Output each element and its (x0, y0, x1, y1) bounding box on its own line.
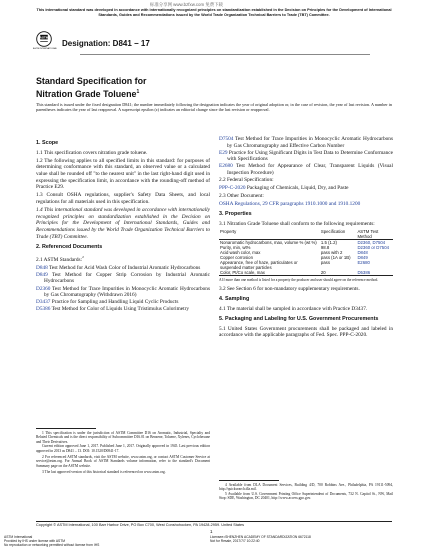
ref-title: Test Method for Trace Impurities in Monocyclic Aromatic Hydrocarbons by Gas Chromatography and Effective Carbon Number (227, 136, 393, 149)
ref-title: Test Method for Copper Strip Corrosion by Industrial Aromatic Hydrocarbons (44, 271, 210, 285)
ref-item (219, 185, 393, 192)
top-notice: This international standard was developed in accordance with internationally recognized principles on standardization established in the Decision on Principles for the Development of International Standards, Guides and Recommendations issued by the World Trade Organization Technical Barriers to Trade (TBT) Committee. (36, 8, 392, 17)
cell-method[interactable]: D2360, D7504 (357, 240, 386, 246)
properties-table (219, 229, 393, 276)
cell-property: Color, Pt/Co scale, max (219, 270, 320, 276)
ref-link[interactable]: D5386 (36, 306, 51, 313)
section-1-heading: 1. Scope (36, 140, 59, 146)
cell-spec: pass (320, 260, 330, 266)
licensee-notice: Licensee=SHENZHEN ACADEMY OF STANDARDIZATION 6672118 Not for Resale, 2017/7/7 10:22:40 (210, 535, 311, 543)
ref-title: Packaging of Chemicals, Liquid, Dry, and Paste (245, 185, 349, 192)
cell-spec: 1.5 (1.2) (320, 240, 337, 246)
ref-link[interactable]: D848 (36, 264, 48, 271)
section-4-heading: 4. Sampling (219, 296, 250, 303)
top-watermark: 标准分享网 www.bzfxw.com 免费下载 (150, 2, 223, 7)
ref-title: Test Method for Trace Impurities in Monocyclic Aromatic Hydrocarbons by Gas Chromatography (Withdrawn 2016) (44, 285, 210, 299)
table-row (219, 270, 393, 276)
footnote-4: 4 Available from DLA Document Services, Building 4/D, 700 Robbins Ave., Philadelphia, PA 19111-5094, http://quicksearch.dla.mil. (219, 483, 393, 492)
ref-link[interactable]: PPP-C-2020 (219, 185, 246, 192)
page-number: 1 (210, 529, 213, 534)
refs-left-list (36, 265, 210, 313)
s1-p3: 1.3 Consult OSHA regulations, supplier's Safety Data Sheets, and local regulations for all materials used in this specification. (36, 192, 210, 205)
footnote-rule (36, 428, 96, 429)
s5-p1: 5.1 United States Government procurements shall be packaged and labeled in accordance with the applicable paragraphs of Fed. Spec. PPP-C-2020. (219, 325, 393, 339)
section-2-heading: 2. Referenced Documents (36, 244, 103, 251)
ref-item (219, 136, 393, 149)
s3-p1: 3.1 Nitration Grade Toluene shall conform to the following requirements: (219, 220, 375, 227)
col-header-specification: Specification (320, 229, 357, 240)
ref-link[interactable]: D849 (36, 271, 48, 278)
cell-property: Acid wash color, max (220, 250, 261, 256)
title-line-1: Standard Specification for (36, 76, 147, 86)
footnote-5: 5 Available from U.S. Government Printing Office Superintendent of Documents, 732 N. Capitol St., NW, Mail Stop: SDE, Washington, DC 20401, http://www.access.gpo.gov. (219, 491, 393, 501)
ref-title: Practice for Using Significant Digits in Test Data to Determine Conformance with Specifications (227, 149, 393, 163)
cell-spec: 20 (320, 270, 357, 276)
footnote-1b: Current edition approved June 1, 2017. Published June 1, 2017. Originally approved in 1945. Last previous edition approved in 2013 as D841 – 13. DOI: 10.1520/D0841-17. (36, 444, 210, 453)
s23-label: 2.3 Other Document: (219, 192, 264, 199)
footnote-rule (219, 480, 279, 481)
s1-p1: 1.1 This specification covers nitration grade toluene. (36, 149, 148, 156)
right-column (219, 136, 393, 341)
left-footnotes (36, 428, 210, 475)
cell-property: Purity, min, wt% (220, 245, 251, 251)
s1-p4: 1.4 This international standard was developed in accordance with internationally recognized principles on standardization established in the Decision on Principles for the Development of International Standards, Guides and Recommendations issued by the World Trade Organization Technical Barriers to Trade (TBT) Committee. (36, 207, 210, 240)
ref-title: Test Method for Appearance of Clear, Transparent Liquids (Visual Inspection Procedure) (227, 163, 393, 176)
ref-link[interactable]: D2360 (36, 285, 51, 292)
s2-sub-text: 2.1 ASTM Standards: (36, 256, 83, 263)
right-footnotes (219, 480, 393, 501)
footnote-1: 1 This specification is under the jurisdiction of ASTM Committee D16 on Aromatic, Industrial, Specialty and Related Chemicals and is the direct responsibility of Subcommittee D16.01 on Benzene, Toluene, Xylenes, Cyclohexane and Their Derivatives. (36, 431, 210, 444)
s2-sub-mark: 2 (82, 254, 84, 259)
ref-link[interactable]: E2680 (219, 163, 233, 170)
astm-logo-icon (36, 31, 52, 47)
ref-title: Test Method for Color of Liquids Using Tristimulus Colorimetry (50, 306, 190, 313)
ref-title: Test Method for Acid Wash Color of Industrial Aromatic Hydrocarbons (47, 264, 201, 271)
cell-property: Nonaromatic hydrocarbons, max, volume % (wt %) (220, 240, 317, 246)
issue-note: This standard is issued under the fixed designation D841; the number immediately following the designation indicates the year of original adoption or, in the case of revision, the year of last revision. A number in parentheses indicates the year of last reapproval. A superscript epsilon (ε) indicates an editorial change since the last revision or reapproval. (36, 102, 392, 113)
cell-method[interactable]: D849 (357, 255, 368, 261)
ref-link[interactable]: D3437 (36, 299, 51, 306)
cell-property: Copper corrosion (220, 255, 253, 261)
left-column (36, 136, 210, 314)
ref-title: Practice for Sampling and Handling Liquid Cyclic Products (50, 299, 179, 306)
footnote-3: 3 The last approved version of this historical standard is referenced on www.astm.org. (42, 470, 166, 475)
page-title (36, 76, 146, 99)
title-line-2 (36, 87, 146, 99)
logo-text: ASTM INTERNATIONAL (32, 48, 58, 50)
section-3-heading: 3. Properties (219, 211, 252, 218)
table-header-row (219, 229, 393, 240)
cell-method[interactable]: D5386 (356, 270, 393, 276)
cell-spec: 98.8 (320, 245, 330, 251)
title-text: Nitration Grade Toluene (36, 88, 137, 99)
s4-p1: 4.1 The material shall be sampled in accordance with Practice D3437. (219, 305, 368, 312)
s1-p2: 1.2 The following applies to all specified limits in this standard: for purposes of determining conformance with this standard, an observed value or a calculated value shall be rounded off "to the nearest unit" in the last right-hand digit used in expressing the specification limit, in accordance with the rounding-off method of Practice E29. (36, 157, 210, 191)
table-note: A If more than one method is listed for a property the producer and user should agree on the reference method. (219, 278, 379, 283)
ref-item (36, 265, 210, 272)
ref-item (36, 272, 210, 285)
ref-item (36, 286, 210, 299)
designation-rule (80, 54, 370, 55)
section-5-heading: 5. Packaging and Labeling for U.S. Government Procurements (219, 316, 379, 323)
svg-text:ASTM: ASTM (39, 35, 49, 40)
s2-sub (36, 254, 210, 263)
table-row (219, 260, 393, 270)
footnote-2: 2 For referenced ASTM standards, visit the ASTM website, www.astm.org, or contact ASTM Customer Service at service@astm.org. For Annual Book of ASTM Standards volume information, refer to the standard's Document Summary page on the ASTM website. (36, 455, 210, 468)
col-header-method: ASTM Test Method (356, 229, 393, 240)
designation: Designation: D841 − 17 (62, 39, 150, 48)
ref-item (36, 306, 210, 313)
astm-logo (36, 31, 52, 47)
ref-item (219, 163, 393, 176)
copyright-line: Copyright © ASTM International, 100 Barr Harbor Drive, PO Box C700, West Conshohocken, PA 19428-2959. United States (36, 521, 392, 527)
col-header-property: Property (219, 229, 320, 240)
ref-item (36, 299, 210, 306)
cell-property: Appearance, free of haze, particulates or suspended matter particles (220, 260, 298, 271)
cell-spec: pass with 2 (320, 250, 343, 256)
cell-method[interactable]: D2360 or D7504 (357, 245, 389, 251)
s3-p2: 3.2 See Section 6 for non-mandatory supplementary requirements. (219, 285, 360, 292)
s22-label: 2.2 Federal Specification: (219, 177, 274, 184)
cell-method[interactable]: D848 (357, 250, 368, 256)
osha-ref[interactable]: OSHA Regulations, 29 CFR paragraphs 1910.1000 and 1910.1200 (219, 200, 361, 207)
ref-item (219, 150, 393, 163)
cell-spec: pass (1A or 1B) (320, 255, 351, 261)
cell-method[interactable]: E2680 (357, 260, 370, 266)
ref-link[interactable]: E29 (219, 149, 228, 156)
ref-link[interactable]: D7504 (219, 136, 234, 142)
title-footnote-mark: 1 (136, 88, 140, 95)
provider-notice: ASTM International Provided by IHS under license with ASTM No reproduction or networking permitted without license from IHS (4, 535, 100, 547)
